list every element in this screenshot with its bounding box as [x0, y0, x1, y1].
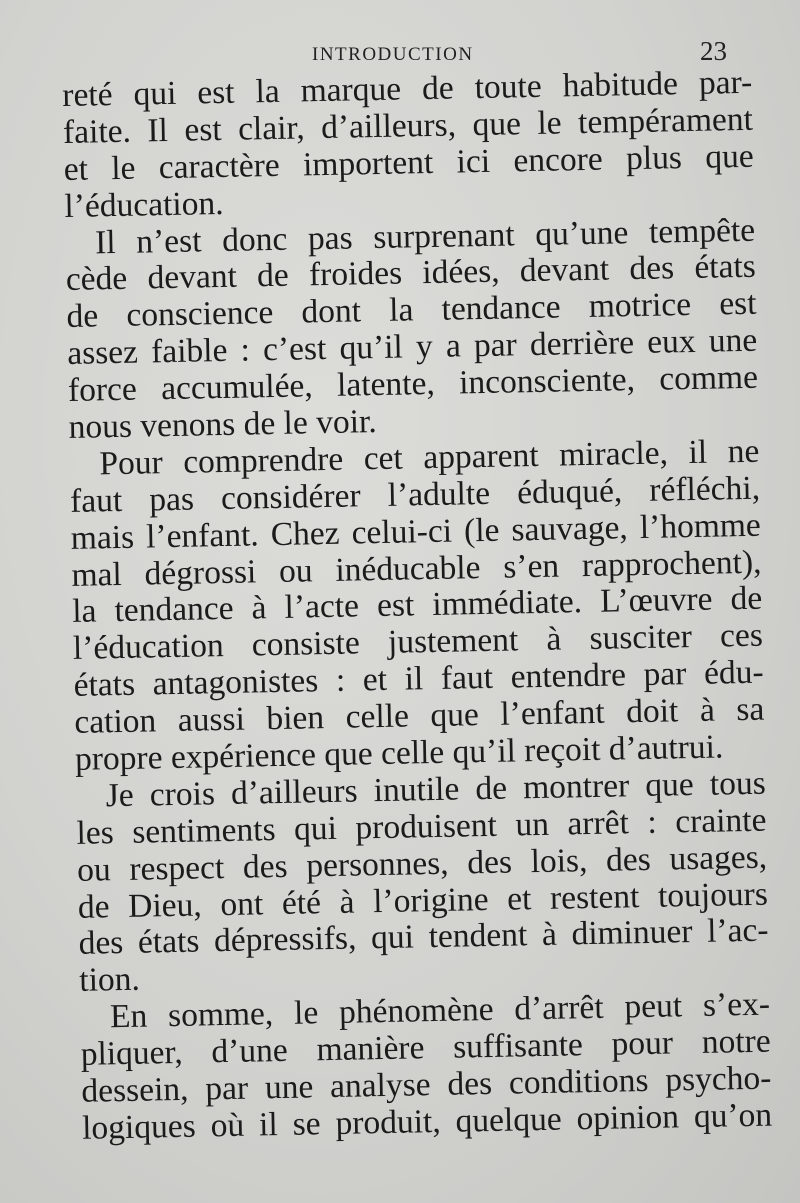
text-line: force accumulée, latente, inconsciente, comme: [67, 358, 759, 410]
text-line: la tendance à l’acte est immédiate. L’œuvre de: [71, 580, 763, 631]
text-line: cation aussi bien celle que l’enfant doit à sa: [74, 690, 765, 742]
text-line: mal dégrossi ou inéducable s’en rapprochent),: [71, 543, 762, 594]
text-line: états antagonistes : et il faut entendre par édu-: [73, 653, 764, 705]
text-line: Il n’est donc pas surprenant qu’une tempête: [94, 211, 756, 261]
page-number: 23: [700, 36, 727, 66]
text-line: nous venons de le voir.: [68, 403, 377, 446]
text-line: reté qui est la marque de toute habitude par-: [61, 63, 753, 114]
text-line: l’éducation consiste justement à susciter ces: [72, 617, 764, 668]
text-line: faut pas considérer l’adulte éduqué, réfléchi,: [69, 469, 761, 520]
text-line: En somme, le phénomène d’arrêt peut s’ex-: [109, 985, 771, 1036]
text-line: cède devant de froides idées, devant des états: [65, 248, 757, 299]
text-line: logiques où il se produit, quelque opinion qu’on: [81, 1096, 773, 1147]
running-title: INTRODUCTION: [312, 44, 474, 65]
text-line: de conscience dont la tendance motrice est: [66, 285, 757, 336]
text-line: Je crois d’ailleurs inutile de montrer que tous: [105, 764, 767, 815]
text-line: de Dieu, ont été à l’origine et restent toujours: [77, 875, 769, 926]
text-line: et le caractère importent ici encore plus que: [63, 137, 754, 188]
text-line: les sentiments qui produisent un arrêt : crainte: [76, 801, 767, 852]
text-line: ou respect des personnes, des lois, des usages,: [76, 838, 768, 889]
text-line: pliquer, d’une manière suffisante pour notre: [80, 1022, 771, 1073]
text-line: faite. Il est clair, d’ailleurs, que le tempérament: [62, 100, 754, 151]
text-line: Pour comprendre cet apparent miracle, il ne: [99, 432, 760, 483]
text-line: assez faible : c’est qu’il y a par derrière eux une: [66, 321, 758, 373]
text-line: des états dépressifs, qui tendent à diminuer l’ac-: [78, 912, 769, 963]
text-line: mais l’enfant. Chez celui-ci (le sauvage, l’homme: [70, 506, 762, 557]
text-line: l’éducation.: [64, 184, 224, 225]
body-text: [62, 65, 772, 1148]
text-line: propre expérience que celle qu’il reçoit d’autrui.: [74, 728, 724, 778]
text-line: tion.: [78, 961, 141, 1000]
text-line: dessein, par une analyse des conditions psycho-: [81, 1059, 772, 1110]
